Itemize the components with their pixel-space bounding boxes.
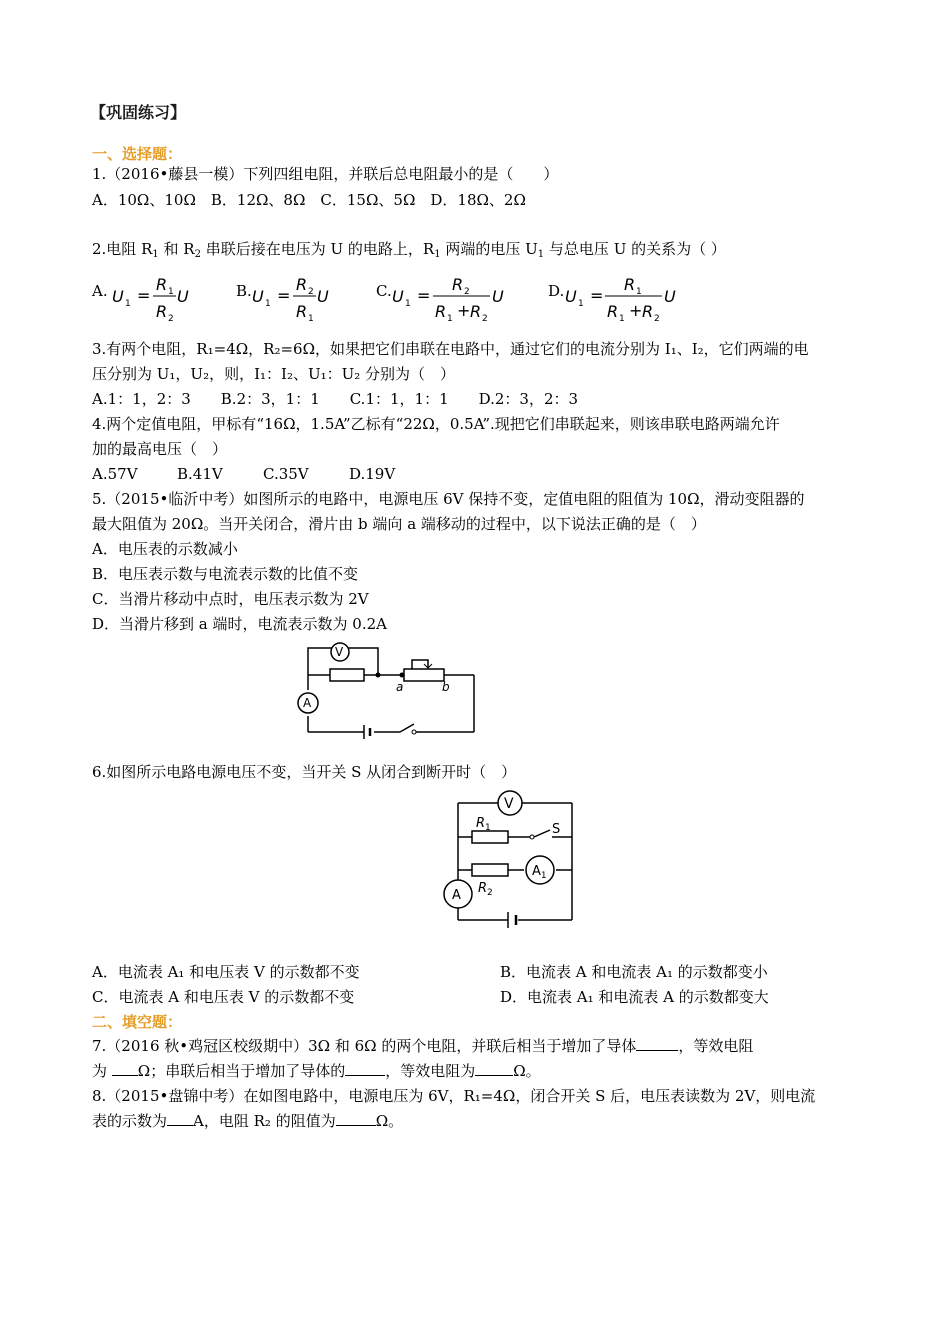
formula-c — [392, 275, 504, 324]
svg-text:2: 2 — [168, 314, 174, 324]
ammeter-label: A — [303, 696, 312, 710]
svg-text:U: U — [252, 287, 264, 306]
q7-blank-2[interactable] — [112, 1061, 138, 1076]
q5-option-d: D．当滑片移到 a 端时，电流表示数为 0.2A — [92, 615, 387, 633]
q3-line1: 3.有两个电阻，R₁=4Ω，R₂=6Ω，如果把它们串联在电路中，通过它们的电流分别为 I₁、I₂，它们两端的电 — [92, 340, 809, 358]
q7-blank-1[interactable] — [636, 1036, 678, 1051]
svg-text:R: R — [435, 302, 447, 321]
svg-text:R: R — [156, 302, 168, 321]
q5-option-b: B．电压表示数与电流表示数的比值不变 — [92, 565, 359, 583]
formula-d — [565, 275, 676, 324]
svg-text:R: R — [624, 275, 636, 294]
svg-text:2: 2 — [464, 287, 470, 297]
q4-option-c: C.35V — [263, 465, 309, 483]
page-title: 【巩固练习】 — [90, 103, 187, 122]
svg-text:1: 1 — [308, 314, 314, 324]
q4-line1: 4.两个定值电阻，甲标有“16Ω，1.5A”乙标有“22Ω，0.5A”.现把它们串联起来，则该串联电路两端允许 — [92, 415, 780, 433]
q6-circuit-diagram — [440, 790, 590, 930]
svg-text:1: 1 — [405, 299, 411, 309]
section-fill: 二、填空题： — [92, 1013, 183, 1031]
svg-text:U: U — [317, 287, 329, 306]
svg-text:1: 1 — [125, 299, 131, 309]
q5-option-c: C．当滑片移动中点时，电压表示数为 2V — [92, 590, 369, 608]
q4-option-a: A.57V — [92, 465, 138, 483]
q3-options: A.1：1，2：3 B.2：3，1：1 C.1：1，1：1 D.2：3，2：3 — [92, 390, 579, 408]
formula-a — [112, 275, 189, 324]
svg-text:R: R — [452, 275, 464, 294]
svg-text:1: 1 — [619, 314, 625, 324]
svg-text:+: + — [457, 301, 471, 320]
svg-text:1: 1 — [636, 287, 642, 297]
q7-line2: 为 Ω；串联后相当于增加了导体的 ，等效电阻为 Ω。 — [92, 1062, 541, 1080]
svg-text:2: 2 — [654, 314, 660, 324]
slider-end-a: a — [396, 680, 404, 694]
q1-options: A．10Ω、10Ω B．12Ω、8Ω C．15Ω、5Ω D．18Ω、2Ω — [92, 191, 526, 209]
svg-text:+: + — [629, 301, 643, 320]
q7-blank-3[interactable] — [345, 1061, 385, 1076]
svg-text:R: R — [156, 275, 168, 294]
q2-stem: 2.电阻 $R_1$ 和 $R_2$ 串联后接在电压为 U 的电路上，$R_1$ 两端的电压 $U_1$ 与总电压 U 的关系为（ ） — [92, 240, 726, 260]
q4-option-d: D.19V — [349, 465, 396, 483]
q4-line2: 加的最高电压（ ） — [92, 440, 228, 458]
svg-text:=: = — [417, 286, 431, 305]
svg-text:R: R — [607, 302, 619, 321]
svg-text:2: 2 — [308, 287, 314, 297]
section-choice: 一、选择题： — [92, 145, 183, 163]
q5-option-a: A．电压表的示数减小 — [92, 540, 238, 558]
svg-text:R: R — [296, 275, 308, 294]
q8-blank-1[interactable] — [167, 1111, 193, 1126]
svg-text:=: = — [590, 286, 604, 305]
svg-text:1: 1 — [168, 287, 174, 297]
q2-label-c: C. — [376, 282, 392, 300]
q6-voltmeter-label: V — [504, 796, 514, 812]
q7-line1: 7.（2016 秋•鸡冠区校级期中）3Ω 和 6Ω 的两个电阻，并联后相当于增加了导体 ，等效电阻 — [92, 1037, 754, 1055]
svg-text:U: U — [177, 287, 189, 306]
svg-text:U: U — [565, 287, 577, 306]
q6-r2-label: $R_2$ — [478, 881, 493, 898]
q6-ammeter-label: A — [452, 888, 461, 903]
formula-b — [252, 275, 329, 324]
voltmeter-label: V — [335, 645, 344, 659]
svg-text:1: 1 — [265, 299, 271, 309]
q3-line2: 压分别为 U₁，U₂，则，I₁：I₂、U₁：U₂ 分别为（ ） — [92, 365, 456, 383]
q2-label-a: A. — [92, 282, 108, 300]
q2-formulas — [0, 270, 950, 330]
q6-switch-label: S — [552, 822, 561, 837]
q7-blank-4[interactable] — [475, 1061, 513, 1076]
q6-stem: 6.如图所示电路电源电压不变，当开关 S 从闭合到断开时（ ） — [92, 763, 517, 781]
svg-text:2: 2 — [482, 314, 488, 324]
svg-text:R: R — [296, 302, 308, 321]
svg-text:1: 1 — [447, 314, 453, 324]
q6-option-a: A．电流表 A₁ 和电压表 V 的示数都不变 — [92, 963, 360, 981]
q5-circuit-diagram — [292, 640, 482, 750]
svg-text:R: R — [642, 302, 654, 321]
q2-label-b: B. — [236, 282, 252, 300]
q5-line1: 5.（2015•临沂中考）如图所示的电路中，电源电压 6V 保持不变，定值电阻的阻值为 10Ω，滑动变阻器的 — [92, 490, 805, 508]
svg-text:U: U — [664, 287, 676, 306]
q6-option-c: C．电流表 A 和电压表 V 的示数都不变 — [92, 988, 355, 1006]
svg-text:U: U — [392, 287, 404, 306]
slider-end-b: b — [442, 680, 450, 694]
q6-option-d: D．电流表 A₁ 和电流表 A 的示数都变大 — [500, 988, 769, 1006]
q2-label-d: D. — [548, 282, 565, 300]
q1-stem: 1.（2016•藤县一模）下列四组电阻，并联后总电阻最小的是（ ） — [92, 165, 559, 183]
q6-r1-label: $R_1$ — [476, 816, 491, 833]
q5-line2: 最大阻值为 20Ω。当开关闭合，滑片由 b 端向 a 端移动的过程中，以下说法正确的是（ ） — [92, 515, 706, 533]
svg-text:=: = — [277, 286, 291, 305]
svg-text:1: 1 — [578, 299, 584, 309]
q6-ammeter1-label: $A_1$ — [532, 864, 547, 881]
svg-text:U: U — [492, 287, 504, 306]
svg-text:=: = — [137, 286, 151, 305]
q4-option-b: B.41V — [177, 465, 223, 483]
svg-text:R: R — [470, 302, 482, 321]
q8-line1: 8.（2015•盘锦中考）在如图电路中，电源电压为 6V，R₁=4Ω，闭合开关 S 后，电压表读数为 2V，则电流 — [92, 1087, 816, 1105]
q8-line2: 表的示数为 A，电阻 R₂ 的阻值为 Ω。 — [92, 1112, 404, 1130]
svg-text:U: U — [112, 287, 124, 306]
q8-blank-2[interactable] — [336, 1111, 376, 1126]
q6-option-b: B．电流表 A 和电流表 A₁ 的示数都变小 — [500, 963, 768, 981]
